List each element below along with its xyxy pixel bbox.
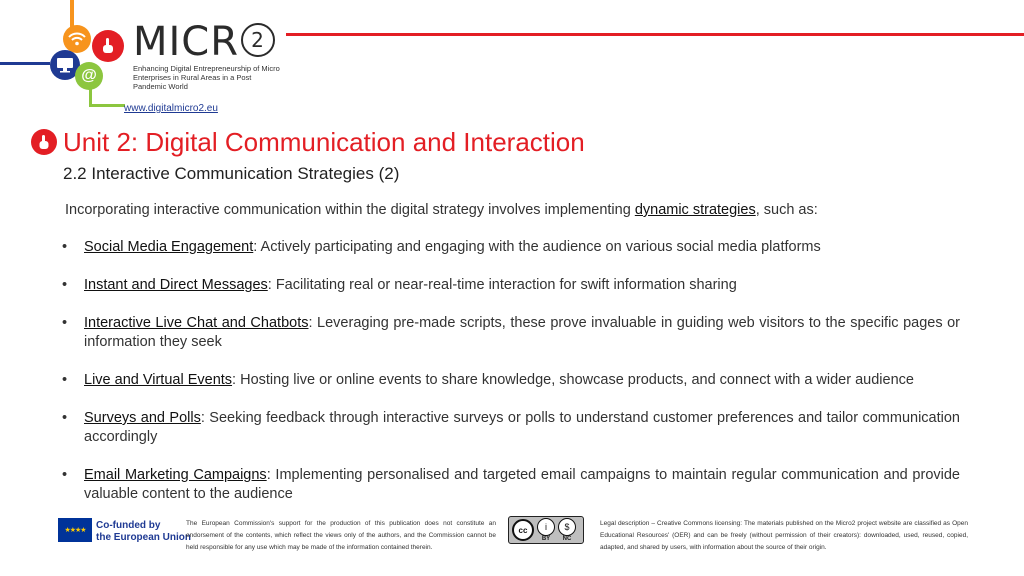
- list-item: • Interactive Live Chat and Chatbots: Leveraging pre-made scripts, these prove invaluable in guiding web visitors to the specific pages or information they seek: [62, 315, 960, 350]
- noncommercial-icon: $: [558, 518, 576, 536]
- list-item: • Live and Virtual Events: Hosting live or online events to share knowledge, showcase products, and connect with a wider audience: [62, 372, 914, 388]
- list-item: • Email Marketing Campaigns: Implementing personalised and targeted email campaigns to maintain regular communication and provide valuable content to the audience: [62, 467, 960, 502]
- page-subtitle: 2.2 Interactive Communication Strategies (2): [63, 164, 400, 183]
- at-sign-icon: @: [75, 62, 103, 90]
- eu-flag-icon: ★★★★: [58, 518, 92, 542]
- cc-icon: cc: [512, 519, 534, 541]
- cc-license-badge: cc i BY $ NC: [508, 516, 584, 544]
- wifi-icon: [63, 25, 91, 53]
- header-red-rule: [286, 33, 1024, 36]
- cofunded-label: Co-funded by the European Union: [96, 520, 191, 543]
- logo-blue-line: [0, 62, 50, 65]
- item-term: Interactive Live Chat and Chatbots: [84, 315, 309, 331]
- attribution-icon: i: [537, 518, 555, 536]
- item-term: Instant and Direct Messages: [84, 277, 268, 293]
- pointer-hand-icon: [31, 129, 57, 155]
- item-term: Surveys and Polls: [84, 410, 201, 426]
- brand-tagline: Enhancing Digital Entrepreneurship of Micro Enterprises in Rural Areas in a Post Pandemic World: [133, 64, 280, 91]
- brand-logo-text: MICR 2: [133, 22, 275, 62]
- strategy-list: [60, 238, 960, 504]
- legal-description: Legal description – Creative Commons licensing: The materials published on the Micro2 project website are classified as Open Educational Resources' (OER) and can be freely (without permission of their creators): downloaded, used, reused, copied, adapted, and shared by users, with information about the source of their origin.: [600, 520, 968, 551]
- intro-paragraph: Incorporating interactive communication within the digital strategy involves implementing dynamic strategies, such as:: [65, 202, 818, 218]
- item-term: Live and Virtual Events: [84, 372, 233, 388]
- eu-disclaimer: The European Commission's support for the production of this publication does not constitute an endorsement of the contents, which reflect the views only of the authors, and the Commission cannot be held responsible for any use which may be made of the information contained therein.: [186, 520, 496, 551]
- logo-green-line-h: [89, 104, 125, 107]
- item-term: Social Media Engagement: [84, 239, 254, 255]
- page-title: Unit 2: Digital Communication and Interaction: [63, 127, 585, 157]
- list-item: • Surveys and Polls: Seeking feedback through interactive surveys or polls to understand customer preferences and tailor communication accordingly: [62, 410, 960, 445]
- touch-hand-icon: [92, 30, 124, 62]
- intro-term: dynamic strategies: [634, 202, 756, 218]
- item-term: Email Marketing Campaigns: [84, 467, 267, 483]
- website-link[interactable]: www.digitalmicro2.eu: [124, 103, 218, 114]
- list-item: • Social Media Engagement: Actively participating and engaging with the audience on various social media platforms: [62, 239, 821, 255]
- list-item: • Instant and Direct Messages: Facilitating real or near-real-time interaction for swift information sharing: [62, 277, 737, 293]
